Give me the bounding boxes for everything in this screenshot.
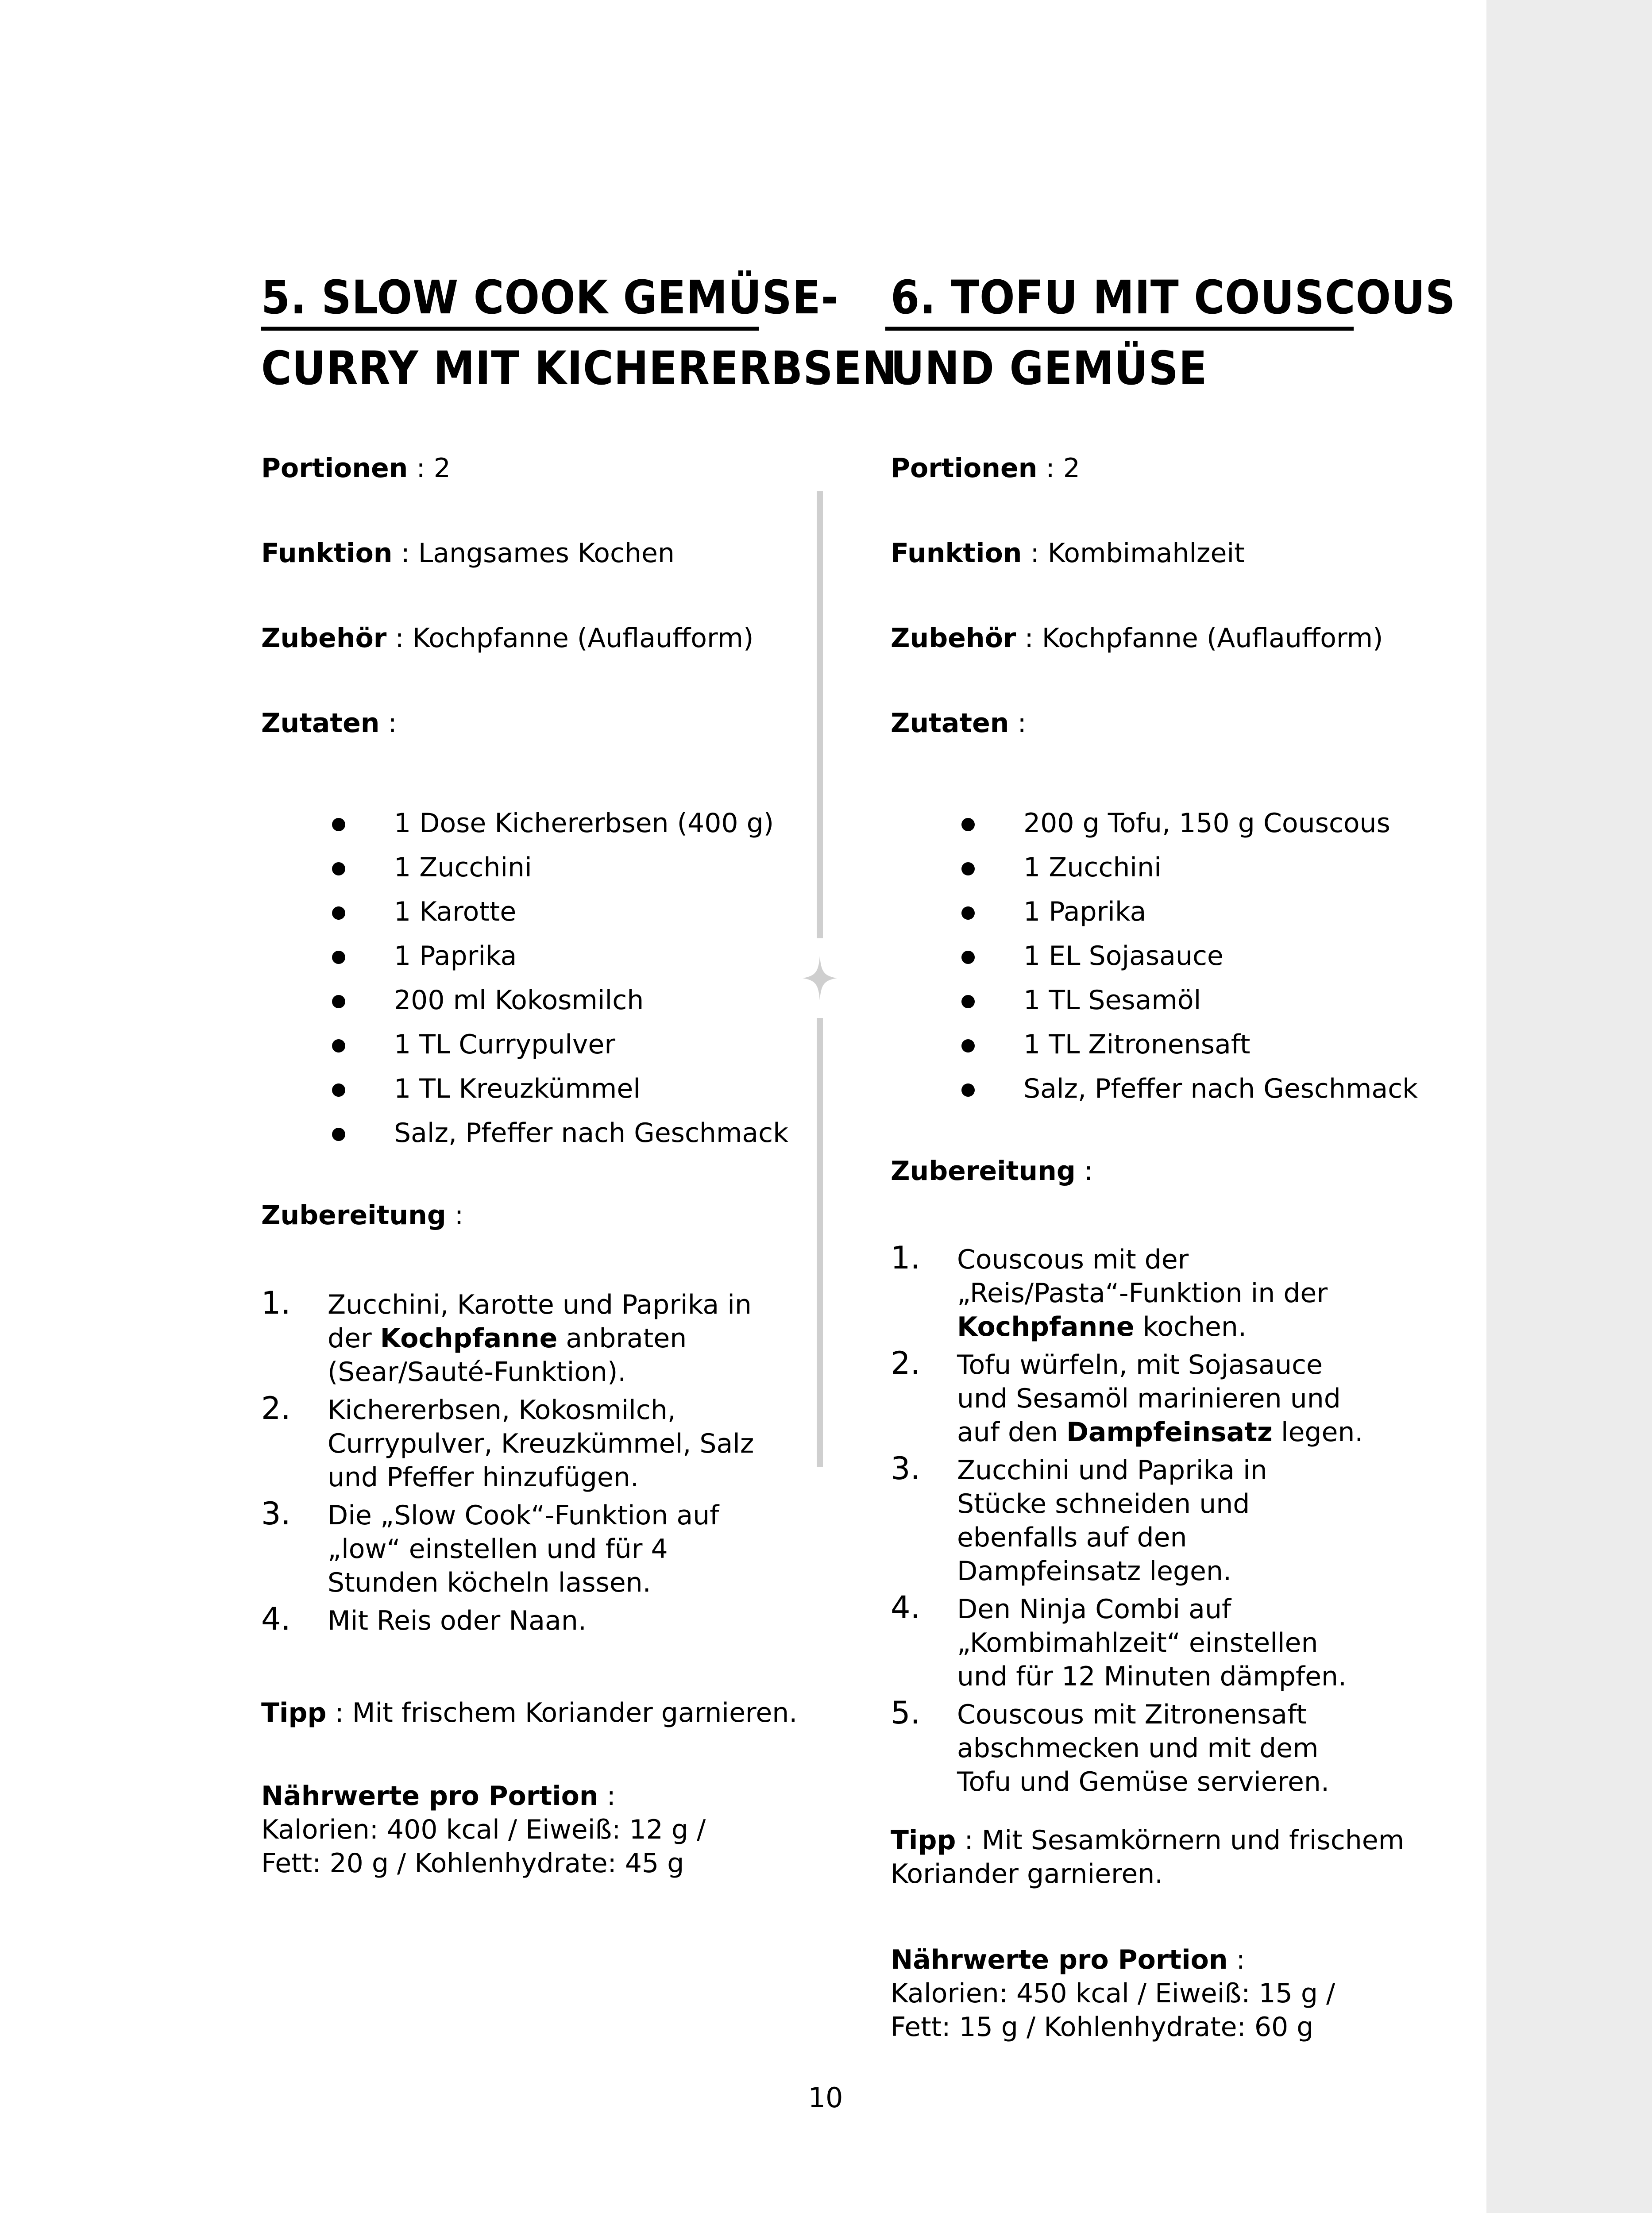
step-text <box>957 1453 1364 1588</box>
portionen-label: Portionen <box>891 453 1038 484</box>
recipe-title <box>261 262 897 404</box>
bullet-icon <box>332 1083 345 1097</box>
tipp-label: Tipp <box>891 1825 956 1856</box>
zubehoer-value: : Kochpfanne (Auflaufform) <box>1016 623 1383 654</box>
step-text-bold: Dampfeinsatz <box>1066 1417 1273 1448</box>
bullet-icon <box>961 1039 975 1053</box>
side-margin-strip <box>1486 0 1652 2213</box>
step-item <box>891 1345 1364 1449</box>
recipe-title-line1: 5. SLOW COOK GEMÜSE- <box>261 270 839 324</box>
bullet-icon <box>961 951 975 964</box>
step-text-part: Couscous mit der „Reis/Pasta“-Funktion in der <box>957 1244 1328 1309</box>
list-item <box>891 890 1146 934</box>
step-text-part: Tofu würfeln, mit Sojasauce und Sesamöl marinieren und auf den <box>957 1349 1341 1448</box>
step-text-part: Die „Slow Cook“-Funktion auf „low“ einstellen und für 4 Stunden köcheln lassen. <box>328 1500 719 1598</box>
step-text <box>328 1288 761 1389</box>
portionen-line <box>891 451 1080 486</box>
page-number: 10 <box>808 2082 843 2114</box>
ingredient-list <box>891 801 1418 1111</box>
zubehoer-label: Zubehör <box>261 623 387 654</box>
step-text <box>957 1698 1364 1799</box>
ingredient-text: Salz, Pfeffer nach Geschmack <box>1023 1073 1418 1104</box>
step-text <box>957 1592 1364 1693</box>
ingredient-text: 1 TL Currypulver <box>394 1029 615 1060</box>
step-number: 1. <box>261 1285 291 1321</box>
naehrwerte-line: Kalorien: 400 kcal / Eiweiß: 12 g / <box>261 1814 706 1845</box>
step-text-part: Den Ninja Combi auf „Kombimahlzeit“ einstellen und für 12 Minuten dämpfen. <box>957 1594 1347 1692</box>
naehrwerte-heading <box>261 1779 706 1813</box>
step-text-part: anbraten (Sear/Sauté-Funktion). <box>328 1323 687 1388</box>
step-item <box>261 1285 761 1389</box>
naehrwerte-label: Nährwerte pro Portion <box>891 1944 1228 1975</box>
list-item <box>261 1067 641 1111</box>
zutaten-colon: : <box>379 708 397 739</box>
recipe-title-line2: CURRY MIT KICHERERBSEN <box>261 341 897 395</box>
list-item <box>891 978 1201 1022</box>
step-number: 2. <box>891 1345 920 1381</box>
naehrwerte-colon: : <box>1227 1944 1245 1975</box>
list-item <box>261 1111 788 1155</box>
zubereitung-colon: : <box>1075 1156 1093 1187</box>
naehrwerte-block <box>891 1943 1335 2044</box>
step-number: 4. <box>891 1589 920 1626</box>
list-item <box>261 1022 615 1067</box>
step-text <box>957 1243 1364 1344</box>
step-text-part: legen. <box>1272 1417 1363 1448</box>
tipp-line <box>891 1824 1404 1857</box>
step-text <box>957 1348 1364 1449</box>
ingredient-text: 200 g Tofu, 150 g Couscous <box>1023 808 1390 839</box>
ingredient-text: 1 Karotte <box>394 896 517 927</box>
bullet-icon <box>961 906 975 920</box>
zubereitung-colon: : <box>446 1200 464 1231</box>
tipp-value: : Mit Sesamkörnern und frischem <box>956 1825 1405 1856</box>
zutaten-colon: : <box>1009 708 1027 739</box>
step-number: 3. <box>261 1496 291 1532</box>
bullet-icon <box>961 995 975 1008</box>
title-underline <box>885 327 1354 331</box>
funktion-line <box>891 536 1245 571</box>
ingredient-text: 1 Zucchini <box>1023 852 1162 883</box>
title-underline <box>261 327 759 331</box>
portionen-line <box>261 451 451 486</box>
funktion-label: Funktion <box>261 538 393 569</box>
funktion-line <box>261 536 675 571</box>
list-item <box>891 934 1224 978</box>
portionen-value: : 2 <box>1037 453 1080 484</box>
zubereitung-label: Zubereitung <box>891 1156 1076 1187</box>
step-item <box>261 1601 761 1638</box>
portionen-value: : 2 <box>408 453 451 484</box>
column-divider-bottom <box>817 1018 823 1467</box>
funktion-value: : Kombimahlzeit <box>1022 538 1245 569</box>
naehrwerte-line: Fett: 20 g / Kohlenhydrate: 45 g <box>261 1848 684 1879</box>
naehrwerte-line: Kalorien: 450 kcal / Eiweiß: 15 g / <box>891 1978 1335 2009</box>
zutaten-heading <box>261 706 397 741</box>
naehrwerte-block <box>261 1779 706 1880</box>
column-divider-top <box>817 491 823 938</box>
sparkle-divider-icon <box>803 956 837 1000</box>
funktion-label: Funktion <box>891 538 1022 569</box>
step-number: 2. <box>261 1390 291 1426</box>
bullet-icon <box>332 951 345 964</box>
step-text-part: Kichererbsen, Kokosmilch, Currypulver, Kreuzkümmel, Salz und Pfeffer hinzufügen. <box>328 1395 754 1493</box>
zutaten-label: Zutaten <box>261 708 380 739</box>
ingredient-text: 1 TL Zitronensaft <box>1023 1029 1251 1060</box>
naehrwerte-label: Nährwerte pro Portion <box>261 1781 598 1812</box>
step-item <box>891 1240 1364 1344</box>
bullet-icon <box>332 862 345 875</box>
step-list <box>891 1240 1364 1803</box>
recipe-title <box>891 262 1455 404</box>
step-text-part: Mit Reis oder Naan. <box>328 1605 587 1636</box>
ingredient-text: 1 Dose Kichererbsen (400 g) <box>394 808 774 839</box>
ingredient-text: 200 ml Kokosmilch <box>394 985 644 1016</box>
zubereitung-heading <box>891 1153 1093 1189</box>
naehrwerte-heading <box>891 1943 1335 1977</box>
ingredient-text: 1 Paprika <box>1023 896 1146 927</box>
zubehoer-line <box>891 621 1383 656</box>
list-item <box>891 1067 1418 1111</box>
ingredient-text: 1 TL Kreuzkümmel <box>394 1073 641 1104</box>
step-text <box>328 1499 761 1600</box>
ingredient-text: Salz, Pfeffer nach Geschmack <box>394 1118 788 1149</box>
step-number: 4. <box>261 1601 291 1637</box>
bullet-icon <box>332 906 345 920</box>
portionen-label: Portionen <box>261 453 408 484</box>
bullet-icon <box>961 818 975 831</box>
tipp-value: : Mit frischem Koriander garnieren. <box>326 1697 798 1728</box>
zubereitung-label: Zubereitung <box>261 1200 446 1231</box>
list-item <box>261 890 517 934</box>
bullet-icon <box>332 1128 345 1141</box>
tipp-label: Tipp <box>261 1697 327 1728</box>
zutaten-label: Zutaten <box>891 708 1009 739</box>
ingredient-text: 1 Paprika <box>394 941 517 972</box>
step-item <box>891 1589 1364 1693</box>
ingredient-text: 1 Zucchini <box>394 852 532 883</box>
list-item <box>261 934 517 978</box>
naehrwerte-colon: : <box>598 1781 616 1812</box>
step-item <box>261 1496 761 1600</box>
bullet-icon <box>332 995 345 1008</box>
ingredient-text: 1 TL Sesamöl <box>1023 985 1201 1016</box>
step-text <box>328 1393 761 1494</box>
step-number: 3. <box>891 1450 920 1487</box>
funktion-value: : Langsames Kochen <box>392 538 675 569</box>
bullet-icon <box>961 862 975 875</box>
step-text-part: kochen. <box>1134 1311 1247 1342</box>
list-item <box>891 1022 1251 1067</box>
list-item <box>891 801 1390 845</box>
bullet-icon <box>332 818 345 831</box>
zubehoer-label: Zubehör <box>891 623 1016 654</box>
ingredient-list <box>261 801 788 1155</box>
list-item <box>891 845 1162 890</box>
step-text-bold: Kochpfanne <box>957 1311 1135 1342</box>
ingredient-text: 1 EL Sojasauce <box>1023 941 1224 972</box>
step-text-part: Zucchini und Paprika in Stücke schneiden und ebenfalls auf den Dampfeinsatz legen. <box>957 1455 1267 1587</box>
zubehoer-line <box>261 621 753 656</box>
tipp-value-line2: Koriander garnieren. <box>891 1858 1163 1889</box>
step-text-part: Couscous mit Zitronensaft abschmecken und mit dem Tofu und Gemüse servieren. <box>957 1699 1330 1797</box>
step-number: 1. <box>891 1240 920 1276</box>
step-text <box>328 1604 761 1638</box>
tipp-line <box>261 1695 797 1731</box>
list-item <box>261 801 774 845</box>
bullet-icon <box>961 1083 975 1097</box>
step-item <box>891 1450 1364 1588</box>
step-item <box>261 1390 761 1494</box>
recipe-title-line2: UND GEMÜSE <box>891 341 1208 395</box>
recipe-title-line1: 6. TOFU MIT COUSCOUS <box>891 270 1456 324</box>
zubereitung-heading <box>261 1198 463 1233</box>
zutaten-heading <box>891 706 1027 741</box>
step-text-bold: Kochpfanne <box>380 1323 558 1354</box>
step-number: 5. <box>891 1695 920 1731</box>
tipp-block <box>891 1824 1404 1891</box>
step-item <box>891 1695 1364 1799</box>
step-text-part: Zucchini, Karotte und Paprika in der <box>328 1289 752 1354</box>
naehrwerte-line: Fett: 15 g / Kohlenhydrate: 60 g <box>891 2012 1314 2043</box>
list-item <box>261 845 532 890</box>
bullet-icon <box>332 1039 345 1053</box>
list-item <box>261 978 644 1022</box>
zubehoer-value: : Kochpfanne (Auflaufform) <box>386 623 754 654</box>
step-list <box>261 1285 761 1642</box>
